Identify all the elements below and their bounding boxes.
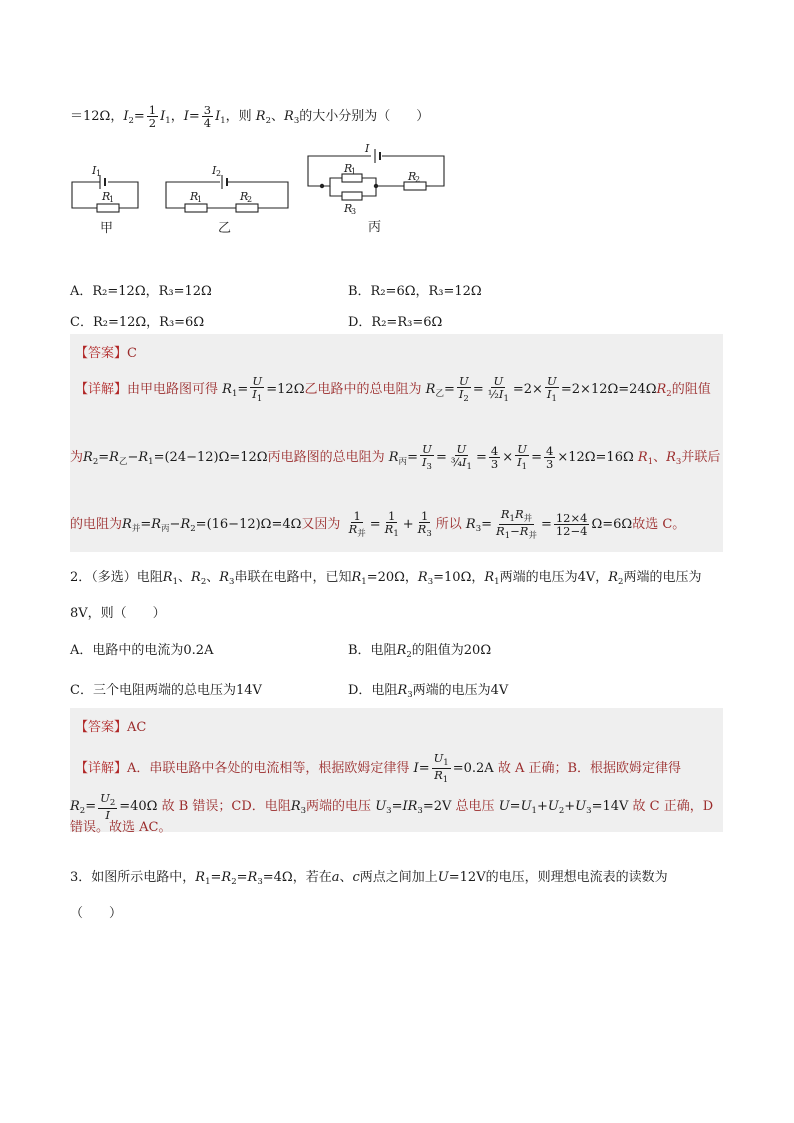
- q1-option-d[interactable]: D．R₂=R₃=6Ω: [348, 315, 443, 330]
- detail-tag: 【详解】: [75, 760, 128, 776]
- q1-stem-part: ＝12Ω，: [70, 109, 124, 125]
- svg-text:1: 1: [351, 167, 357, 176]
- circuit-bing: [308, 149, 444, 200]
- svg-text:2: 2: [247, 195, 253, 204]
- svg-text:R: R: [240, 190, 249, 203]
- svg-text:1: 1: [109, 195, 115, 204]
- q1-option-c[interactable]: C．R₂=12Ω，R₃=6Ω: [70, 315, 205, 330]
- q1-stem-part: ，则: [225, 109, 252, 125]
- svg-text:1: 1: [197, 195, 203, 204]
- q1-answer: [75, 342, 137, 361]
- q1-detail-line-2: 为$R_2=R_乙-R_1=(24-12)\Omega=12\Omega$丙电路图的总电阻为 $R_丙=$ $\frac{U}{I_3}$ = $\frac{U}{\frac{3}{4}I_1}$ = $\frac{4}{3}$ × $\frac{U}{I_1}$ = $\frac{4}{3}$ ×12Ω=16Ω $R_1$、$R_3$并联后: [70, 442, 721, 473]
- svg-text:R: R: [344, 202, 353, 215]
- q1-detail-line-3: 的电阻为$R_并=R_丙-R_2=(16-12)\Omega=4\Omega$又因为 $\frac{1}{R_并}$ = $\frac{1}{R_1}$ + $\frac{1}{R_3}$ 所以 $R_3=$ $\frac{R_1R_并}{R_1-R_并}$ = $\frac{12\times 4}{12-4}$ Ω=6Ω故选 C。: [70, 507, 686, 541]
- q1-stem-part: 、: [271, 109, 285, 125]
- svg-text:R: R: [102, 190, 111, 203]
- q2-detail-line-3: 错误。故选 AC。: [70, 820, 172, 835]
- q2-option-a[interactable]: A．电路中的电流为0.2A: [70, 643, 214, 658]
- q2-detail-line-2: $R_2=$ $\frac{U_2}{I}$ =40Ω 故 B 错误；CD．电阻$R_3$两端的电压 $U_3=IR_3=2V$ 总电压 $U=U_1+U_2+U_3=14V$ 故 C 正确，D: [70, 791, 714, 822]
- q1-option-b[interactable]: B．R₂=6Ω，R₃=12Ω: [348, 284, 482, 299]
- q2-option-c[interactable]: C．三个电阻两端的总电压为14V: [70, 683, 262, 698]
- svg-text:I: I: [212, 164, 217, 177]
- answer-value: C: [127, 346, 137, 361]
- diagram-label-bing: 丙: [368, 220, 382, 235]
- circuit-yi: [166, 175, 288, 212]
- svg-text:I: I: [92, 164, 97, 177]
- q2-detail-line-1: 【详解】A．串联电路中各处的电流相等，根据欧姆定律得 I= $\frac{U_1}{R_1}$ =0.2A 故 A 正确；B．根据欧姆定律得: [75, 751, 682, 785]
- q2-option-d[interactable]: D．电阻$R_3$两端的电压为4V: [348, 683, 509, 700]
- q1-stem-part: 的大小分别为（ ）: [299, 109, 430, 125]
- svg-text:R: R: [190, 190, 199, 203]
- svg-text:2: 2: [216, 169, 222, 178]
- svg-text:3: 3: [351, 207, 357, 216]
- q1-option-a[interactable]: A．R₂=12Ω，R₃=12Ω: [70, 284, 212, 299]
- q1-circuit-diagrams: [60, 138, 460, 243]
- svg-text:I: I: [365, 142, 370, 155]
- q2-stem-line-2: 8V，则（ ）: [70, 606, 166, 621]
- q3-stem-line-2: （ ）: [70, 906, 123, 921]
- diagram-label-jia: 甲: [100, 221, 114, 236]
- q1-stem-line: ＝12Ω，$I_2=$ $\frac{1}{2}$ $I_1$，I= $\frac{3}{4}$ $I_1$，则 $R_2$、$R_3$的大小分别为（ ）: [70, 103, 430, 131]
- q1-stem-part: ，: [170, 109, 184, 125]
- detail-tag: 【详解】: [75, 381, 128, 397]
- answer-value: AC: [127, 720, 147, 735]
- svg-text:R: R: [344, 162, 353, 175]
- svg-text:1: 1: [96, 169, 102, 178]
- q1-detail-line-1: 【详解】由甲电路图可得 $R_1=$ $\frac{U}{I_1}$ =12Ω乙电路中的总电阻为 $R_乙=$ $\frac{U}{I_2}$ = $\frac{U}{\frac{1}{2}I_1}$ =2× $\frac{U}{I_1}$ $=2\times 12\Omega=24\Omega R_2$的阻值: [75, 374, 711, 405]
- diagram-label-yi: 乙: [218, 221, 232, 236]
- q2-option-b[interactable]: B．电阻$R_2$的阻值为20Ω: [348, 643, 492, 660]
- answer-tag: 【答案】: [75, 346, 128, 361]
- q2-answer: [75, 716, 146, 735]
- svg-text:R: R: [408, 170, 417, 183]
- answer-tag: 【答案】: [75, 720, 128, 735]
- q2-stem-line-1: 2．（多选）电阻$R_1$、$R_2$、$R_3$串联在电路中，已知$R_1=20\Omega$，$R_3=10\Omega$，$R_1$两端的电压为4V，$R_2$两端的电压为: [70, 570, 702, 587]
- q3-stem-line-1: 3．如图所示电路中，$R_1=R_2=R_3=4\Omega$，若在a、c两点之间加上U=12V的电压，则理想电流表的读数为: [70, 870, 668, 887]
- svg-text:2: 2: [415, 175, 421, 184]
